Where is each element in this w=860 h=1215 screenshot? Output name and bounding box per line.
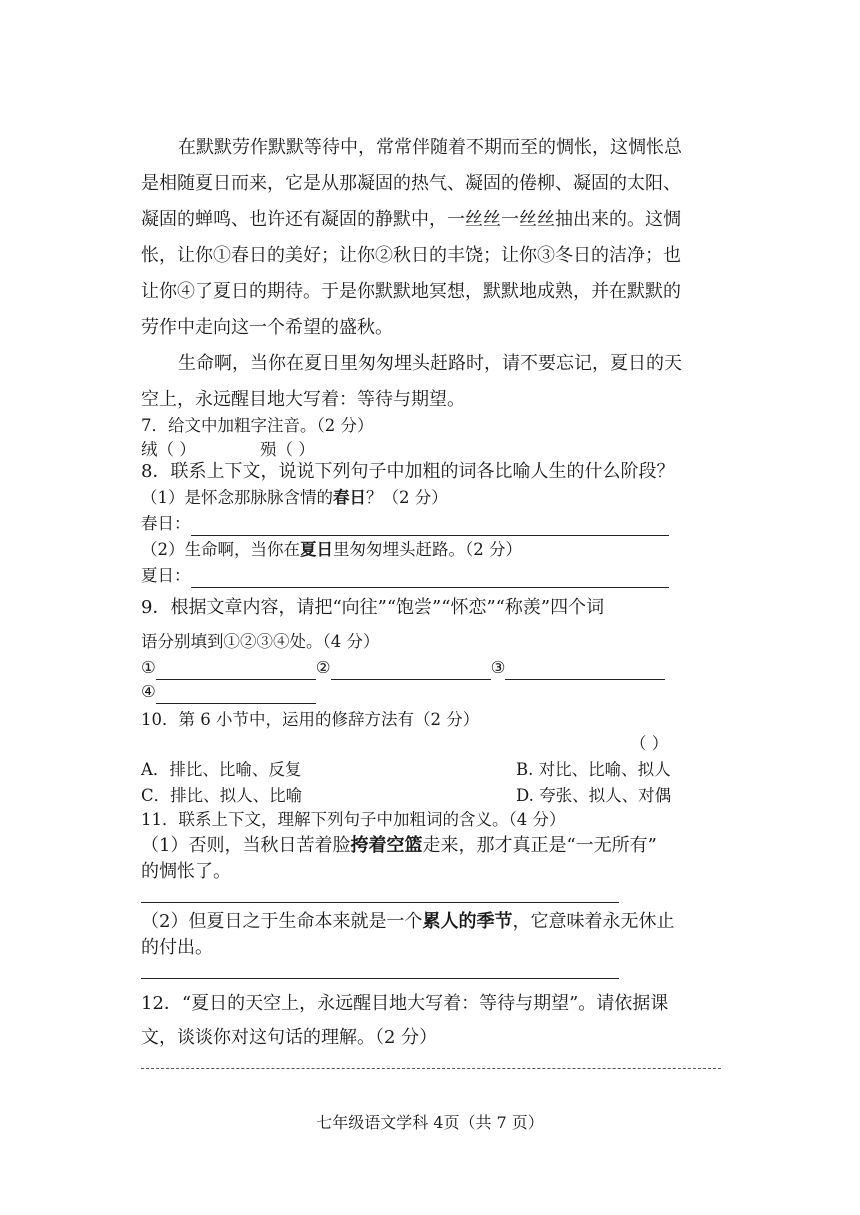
bold-word: 夏日 xyxy=(300,540,333,559)
passage-line: 在默默劳作默默等待中，常常伴随着不期而至的惆怅，这惆怅总 xyxy=(178,137,682,158)
question-8-sentence-1 xyxy=(141,486,448,510)
answer-line[interactable] xyxy=(505,659,665,680)
bold-word: 累人的季节 xyxy=(422,911,513,932)
question-7-item: 绒（ ） xyxy=(141,440,196,459)
question-7-item: 殒（ ） xyxy=(260,440,315,459)
passage-line: 是相随夏日而来，它是从那凝固的热气、凝固的倦柳、凝固的太阳、 xyxy=(141,173,681,194)
question-10-title: 10．第 6 小节中，运用的修辞方法有（2 分） xyxy=(141,710,480,729)
question-11-sentence-2: 的付出。 xyxy=(141,937,213,958)
page-footer: 七年级语文学科 4页（共 7 页） xyxy=(316,1113,544,1132)
sentence-text: （1）是怀念那脉脉含情的 xyxy=(141,488,333,507)
option-a: A．排比、比喻、反复 xyxy=(141,760,302,779)
sentence-text: （2）但夏日之于生命本来就是一个 xyxy=(141,911,423,932)
answer-line[interactable] xyxy=(141,978,619,979)
answer-line[interactable] xyxy=(141,902,619,903)
answer-line[interactable] xyxy=(156,683,316,704)
sentence-text: ，它意味着永无休止 xyxy=(512,911,675,932)
answer-line[interactable] xyxy=(191,515,669,536)
passage-line: 凝固的蝉鸣、也许还有凝固的静默中，一丝丝一丝丝抽出来的。这惆 xyxy=(141,209,681,230)
sentence-text: ？（2 分） xyxy=(366,488,448,507)
passage-line: 怅，让你①春日的美好；让你②秋日的丰饶；让你③冬日的洁净；也 xyxy=(141,245,681,266)
question-9-blanks xyxy=(141,680,316,704)
bold-word: 春日 xyxy=(333,488,366,507)
passage-line: 让你④了夏日的期待。于是你默默地冥想，默默地成熟，并在默默的 xyxy=(141,281,681,302)
question-11-title: 11．联系上下文，理解下列句子中加粗词的含义。（4 分） xyxy=(141,810,566,829)
bold-word: 挎着空篮 xyxy=(350,835,423,856)
passage-line: 劳作中走向这一个希望的盛秋。 xyxy=(141,317,393,338)
sentence-text: 里匆匆埋头赶路。（2 分） xyxy=(333,540,522,559)
answer-paren[interactable]: （ ） xyxy=(630,734,669,753)
answer-line[interactable] xyxy=(331,659,491,680)
question-8-sentence-2 xyxy=(141,538,522,562)
question-9-title: 语分别填到①②③④处。（4 分） xyxy=(141,632,380,651)
question-9-blanks xyxy=(141,656,665,680)
question-12-title: 12．“夏日的天空上，永远醒目地大写着：等待与期望”。请依据课 xyxy=(141,993,669,1014)
blank-mark: ④ xyxy=(141,682,156,701)
question-11-sentence-1 xyxy=(141,834,657,858)
answer-label: 夏日： xyxy=(141,566,191,585)
question-11-sentence-1: 的惆怅了。 xyxy=(141,861,231,882)
question-12-title: 文，谈谈你对这句话的理解。（2 分） xyxy=(141,1027,438,1048)
option-b: B. 对比、比喻、拟人 xyxy=(516,760,671,779)
option-c: C．排比、拟人、比喻 xyxy=(141,786,303,805)
answer-line[interactable] xyxy=(191,567,669,588)
question-9-title: 9．根据文章内容，请把“向往”“饱尝”“怀恋”“称羡”四个词 xyxy=(141,597,605,618)
question-7-title: 7．给文中加粗字注音。（2 分） xyxy=(141,416,374,435)
blank-mark: ① xyxy=(141,658,156,677)
blank-mark: ② xyxy=(315,658,331,677)
option-d: D. 夸张、拟人、对偶 xyxy=(516,786,672,805)
question-8-answer-2 xyxy=(141,564,669,588)
question-8-title: 8．联系上下文，说说下列句子中加粗的词各比喻人生的什么阶段？ xyxy=(141,461,675,482)
sentence-text: （2）生命啊，当你在 xyxy=(141,540,300,559)
question-11-sentence-2 xyxy=(141,910,674,934)
question-8-answer-1 xyxy=(141,512,669,536)
passage-line: 空上，永远醒目地大写着：等待与期望。 xyxy=(141,389,465,410)
sentence-text: 走来，那才真正是“一无所有” xyxy=(422,835,657,856)
sentence-text: （1）否则，当秋日苦着脸 xyxy=(141,835,351,856)
passage-line: 生命啊，当你在夏日里匆匆埋头赶路时，请不要忘记，夏日的天 xyxy=(178,353,682,374)
answer-line[interactable] xyxy=(141,1068,721,1069)
blank-mark: ③ xyxy=(490,658,506,677)
answer-label: 春日： xyxy=(141,514,191,533)
answer-line[interactable] xyxy=(156,659,316,680)
